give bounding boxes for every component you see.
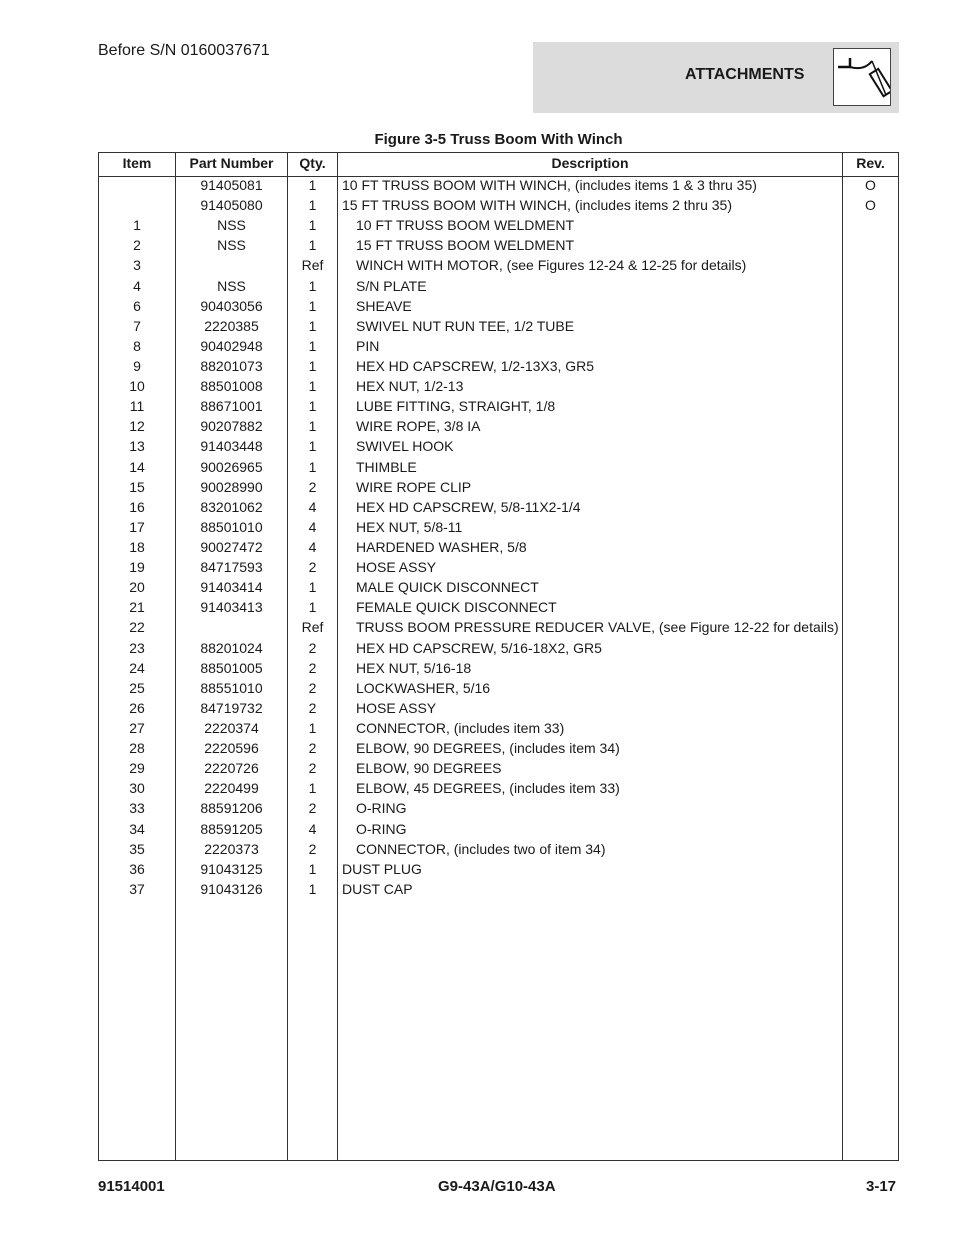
figure-title: Figure 3-5 Truss Boom With Winch xyxy=(374,131,623,148)
section-title: ATTACHMENTS xyxy=(685,66,805,83)
model-number: G9-43A/G10-43A xyxy=(438,1178,556,1195)
cell-qty: 1 xyxy=(308,337,317,354)
cell-description: WIRE ROPE, 3/8 IA xyxy=(356,418,481,435)
cell-qty: 4 xyxy=(308,498,317,515)
table-row xyxy=(99,337,898,357)
page-number: 3-17 xyxy=(866,1178,897,1195)
cell-qty: 1 xyxy=(308,599,317,616)
cell-description: SWIVEL NUT RUN TEE, 1/2 TUBE xyxy=(356,317,575,334)
cell-part-number: 83201062 xyxy=(200,498,263,515)
column-header-qty: Qty. xyxy=(299,155,326,171)
table-row xyxy=(99,639,898,659)
cell-description: HEX NUT, 1/2-13 xyxy=(356,378,464,395)
cell-qty: 1 xyxy=(308,398,317,415)
cell-item: 36 xyxy=(129,860,145,877)
cell-description: PIN xyxy=(356,337,380,354)
table-row xyxy=(99,799,898,819)
cell-description: HOSE ASSY xyxy=(356,699,437,716)
cell-description: SWIVEL HOOK xyxy=(356,438,454,455)
cell-item: 28 xyxy=(129,740,145,757)
cell-qty: 2 xyxy=(308,840,317,857)
cell-part-number: 91403414 xyxy=(200,579,263,596)
winch-hook-icon xyxy=(833,48,891,106)
cell-item: 1 xyxy=(133,217,141,234)
cell-item: 3 xyxy=(133,257,141,274)
cell-qty: 1 xyxy=(308,177,317,193)
cell-description: MALE QUICK DISCONNECT xyxy=(356,579,539,596)
cell-description: 10 FT TRUSS BOOM WELDMENT xyxy=(356,217,575,234)
cell-part-number: 90028990 xyxy=(200,478,263,495)
table-row xyxy=(99,317,898,337)
cell-item: 29 xyxy=(129,760,145,777)
parts-table xyxy=(98,152,899,1161)
cell-description: O-RING xyxy=(356,820,407,837)
cell-qty: 1 xyxy=(308,297,317,314)
cell-item: 6 xyxy=(133,297,141,314)
cell-item: 33 xyxy=(129,800,145,817)
cell-description: HARDENED WASHER, 5/8 xyxy=(356,538,527,555)
cell-description: 10 FT TRUSS BOOM WITH WINCH, (includes items 1 & 3 thru 35) xyxy=(342,177,757,193)
cell-description: LUBE FITTING, STRAIGHT, 1/8 xyxy=(356,398,556,415)
cell-description: CONNECTOR, (includes item 33) xyxy=(356,719,565,736)
cell-qty: 1 xyxy=(308,418,317,435)
cell-part-number: 88201073 xyxy=(200,357,263,374)
cell-part-number: 91405080 xyxy=(200,197,263,214)
cell-qty: 2 xyxy=(308,760,317,777)
cell-qty: 2 xyxy=(308,659,317,676)
cell-description: LOCKWASHER, 5/16 xyxy=(356,679,491,696)
table-row xyxy=(99,659,898,679)
cell-qty: 4 xyxy=(308,820,317,837)
cell-part-number: NSS xyxy=(217,237,246,254)
cell-qty: 2 xyxy=(308,639,317,656)
cell-description: WIRE ROPE CLIP xyxy=(356,478,472,495)
cell-item: 15 xyxy=(129,478,145,495)
table-row xyxy=(99,820,898,840)
cell-item: 37 xyxy=(129,880,145,897)
table-row xyxy=(99,860,898,880)
cell-part-number: 90403056 xyxy=(200,297,263,314)
cell-qty: 1 xyxy=(308,860,317,877)
table-row xyxy=(99,498,898,518)
cell-description: DUST PLUG xyxy=(342,860,422,877)
cell-part-number: 88551010 xyxy=(200,679,263,696)
cell-item: 30 xyxy=(129,780,145,797)
cell-part-number: 2220374 xyxy=(204,719,259,736)
cell-item: 16 xyxy=(129,498,145,515)
table-row xyxy=(99,719,898,739)
cell-qty: 1 xyxy=(308,880,317,897)
cell-item: 22 xyxy=(129,619,145,636)
cell-qty: 1 xyxy=(308,458,317,475)
cell-qty: 1 xyxy=(308,579,317,596)
cell-part-number: 90207882 xyxy=(200,418,263,435)
cell-qty: 2 xyxy=(308,559,317,576)
cell-qty: 1 xyxy=(308,217,317,234)
cell-description: HEX HD CAPSCREW, 1/2-13X3, GR5 xyxy=(356,357,595,374)
cell-qty: 1 xyxy=(308,317,317,334)
table-row xyxy=(99,578,898,598)
cell-qty: 1 xyxy=(308,438,317,455)
cell-item: 14 xyxy=(129,458,145,475)
cell-part-number: 90402948 xyxy=(200,337,263,354)
cell-description: HEX NUT, 5/16-18 xyxy=(356,659,472,676)
cell-item: 17 xyxy=(129,518,145,535)
cell-item: 27 xyxy=(129,719,145,736)
cell-part-number: 2220726 xyxy=(204,760,259,777)
cell-qty: 2 xyxy=(308,699,317,716)
cell-qty: 2 xyxy=(308,679,317,696)
cell-part-number: 84719732 xyxy=(200,699,263,716)
cell-part-number: 2220385 xyxy=(204,317,259,334)
cell-description: ELBOW, 45 DEGREES, (includes item 33) xyxy=(356,780,620,797)
table-row xyxy=(99,598,898,618)
cell-item: 10 xyxy=(129,378,145,395)
cell-item: 2 xyxy=(133,237,141,254)
cell-description: WINCH WITH MOTOR, (see Figures 12-24 & 12-25 for details) xyxy=(356,257,747,274)
cell-qty: 1 xyxy=(308,378,317,395)
cell-description: 15 FT TRUSS BOOM WITH WINCH, (includes items 2 thru 35) xyxy=(342,197,733,214)
cell-qty: Ref xyxy=(301,619,324,636)
cell-description: DUST CAP xyxy=(342,880,413,897)
cell-qty: 1 xyxy=(308,237,317,254)
cell-part-number: 88671001 xyxy=(200,398,263,415)
column-header-description: Description xyxy=(551,155,629,171)
cell-part-number: 90026965 xyxy=(200,458,263,475)
cell-item: 23 xyxy=(129,639,145,656)
cell-qty: Ref xyxy=(301,257,324,274)
cell-item: 20 xyxy=(129,579,145,596)
cell-qty: 1 xyxy=(308,719,317,736)
cell-description: HEX HD CAPSCREW, 5/8-11X2-1/4 xyxy=(356,498,581,515)
cell-description: ELBOW, 90 DEGREES xyxy=(356,760,502,777)
cell-item: 25 xyxy=(129,679,145,696)
cell-part-number: 88591206 xyxy=(200,800,263,817)
cell-qty: 4 xyxy=(308,538,317,555)
cell-item: 11 xyxy=(129,398,145,415)
cell-item: 21 xyxy=(129,599,145,616)
cell-item: 35 xyxy=(129,840,145,857)
table-row xyxy=(99,176,898,196)
table-row xyxy=(99,377,898,397)
doc-number: 91514001 xyxy=(98,1178,165,1195)
cell-part-number: 84717593 xyxy=(200,559,263,576)
cell-description: S/N PLATE xyxy=(356,277,427,294)
cell-description: TRUSS BOOM PRESSURE REDUCER VALVE, (see Figure 12-22 for details) xyxy=(356,619,839,636)
table-row xyxy=(99,256,898,276)
cell-qty: 4 xyxy=(308,518,317,535)
cell-part-number: 91405081 xyxy=(200,177,263,193)
column-header-item: Item xyxy=(122,155,152,171)
table-row xyxy=(99,679,898,699)
cell-description: HEX NUT, 5/8-11 xyxy=(356,518,463,535)
table-row xyxy=(99,277,898,297)
table-row xyxy=(99,618,898,638)
table-row xyxy=(99,417,898,437)
cell-item: 34 xyxy=(129,820,145,837)
table-row xyxy=(99,478,898,498)
cell-part-number: 90027472 xyxy=(200,538,263,555)
cell-item: 24 xyxy=(129,659,145,676)
table-row xyxy=(99,458,898,478)
cell-item: 8 xyxy=(133,337,141,354)
cell-description: O-RING xyxy=(356,800,407,817)
cell-part-number: 91043125 xyxy=(200,860,263,877)
column-header-rev: Rev. xyxy=(856,155,885,171)
table-row xyxy=(99,558,898,578)
cell-description: ELBOW, 90 DEGREES, (includes item 34) xyxy=(356,740,620,757)
cell-part-number: 2220596 xyxy=(204,740,259,757)
cell-description: CONNECTOR, (includes two of item 34) xyxy=(356,840,606,857)
cell-part-number: NSS xyxy=(217,217,246,234)
cell-item: 4 xyxy=(133,277,141,294)
cell-part-number: 88501010 xyxy=(200,518,263,535)
cell-item: 19 xyxy=(129,559,145,576)
table-row xyxy=(99,216,898,236)
cell-description: 15 FT TRUSS BOOM WELDMENT xyxy=(356,237,575,254)
cell-part-number: 88591205 xyxy=(200,820,263,837)
table-row xyxy=(99,779,898,799)
cell-item: 9 xyxy=(133,357,141,374)
table-body xyxy=(99,176,898,900)
cell-item: 26 xyxy=(129,699,145,716)
table-row xyxy=(99,538,898,558)
cell-qty: 2 xyxy=(308,800,317,817)
table-row xyxy=(99,518,898,538)
table-row xyxy=(99,699,898,719)
cell-part-number: 88201024 xyxy=(200,639,263,656)
table-row xyxy=(99,840,898,860)
table-row xyxy=(99,196,898,216)
cell-part-number: 88501008 xyxy=(200,378,263,395)
cell-item: 7 xyxy=(133,317,141,334)
section-header xyxy=(533,42,899,113)
cell-qty: 2 xyxy=(308,478,317,495)
cell-qty: 1 xyxy=(308,197,317,214)
table-row xyxy=(99,437,898,457)
table-row xyxy=(99,739,898,759)
serial-note: Before S/N 0160037671 xyxy=(98,42,270,59)
cell-description: SHEAVE xyxy=(356,297,412,314)
cell-part-number: 91043126 xyxy=(200,880,263,897)
cell-description: HOSE ASSY xyxy=(356,559,437,576)
cell-part-number: 88501005 xyxy=(200,659,263,676)
column-header-part-number: Part Number xyxy=(189,155,274,171)
table-row xyxy=(99,397,898,417)
table-row xyxy=(99,297,898,317)
cell-item: 18 xyxy=(129,538,145,555)
cell-description: FEMALE QUICK DISCONNECT xyxy=(356,599,557,616)
cell-qty: 2 xyxy=(308,740,317,757)
cell-rev: O xyxy=(865,197,876,214)
cell-part-number: NSS xyxy=(217,277,246,294)
table-row xyxy=(99,236,898,256)
cell-description: HEX HD CAPSCREW, 5/16-18X2, GR5 xyxy=(356,639,602,656)
table-row xyxy=(99,759,898,779)
cell-item: 13 xyxy=(129,438,145,455)
cell-description: THIMBLE xyxy=(356,458,417,475)
cell-qty: 1 xyxy=(308,357,317,374)
cell-part-number: 2220499 xyxy=(204,780,259,797)
table-row xyxy=(99,357,898,377)
cell-item: 12 xyxy=(129,418,145,435)
table-row xyxy=(99,880,898,900)
cell-part-number: 91403448 xyxy=(200,438,263,455)
cell-qty: 1 xyxy=(308,780,317,797)
cell-qty: 1 xyxy=(308,277,317,294)
cell-rev: O xyxy=(865,177,876,193)
cell-part-number: 91403413 xyxy=(200,599,263,616)
cell-part-number: 2220373 xyxy=(204,840,259,857)
